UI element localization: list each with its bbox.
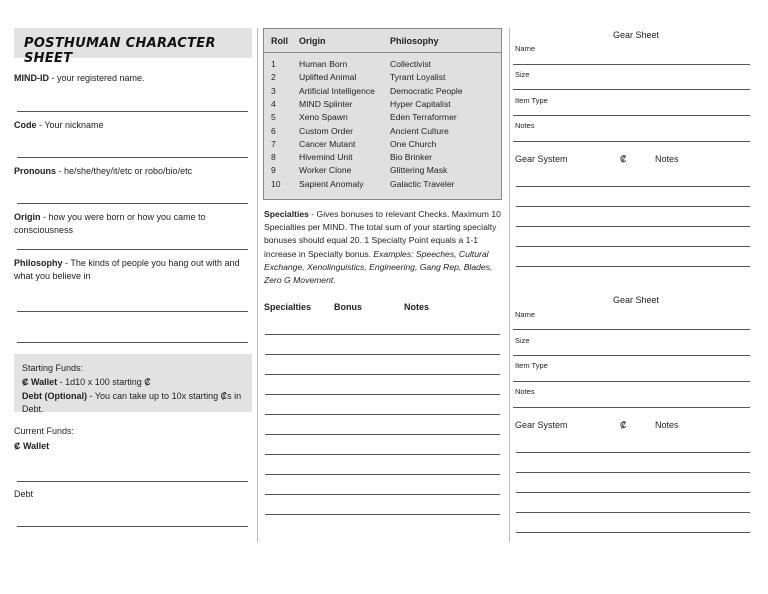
gear-1-credit-header: ₡ xyxy=(620,154,627,164)
origin-cell: Uplifted Animal xyxy=(299,72,357,83)
philosophy-cell: Bio Brinker xyxy=(390,152,433,163)
philosophy-desc: - The kinds of people you hang out with and what you believe in xyxy=(14,258,240,281)
column-divider-right xyxy=(509,28,510,542)
origin-cell: Human Born xyxy=(299,59,348,69)
origin-cell: Cancer Mutant xyxy=(299,138,356,149)
origin-cell: Worker Clone xyxy=(299,165,352,176)
specialty-entry-line[interactable] xyxy=(265,414,500,415)
roll-number: 10 xyxy=(271,178,281,189)
title-banner xyxy=(14,28,252,66)
origin-cell: Xeno Spawn xyxy=(299,112,348,123)
philosophy-header: Philosophy xyxy=(390,36,439,46)
gear-2-name-label: Name xyxy=(515,310,536,319)
roll-number: 8 xyxy=(271,152,276,163)
philosophy-field xyxy=(14,257,250,283)
roll-table-divider xyxy=(264,52,501,53)
gear-1-system-line[interactable] xyxy=(516,186,750,187)
origin-cell: Sapient Anomaly xyxy=(299,178,364,189)
gear-2-size-line[interactable] xyxy=(513,355,750,356)
column-divider-left xyxy=(257,28,258,542)
gear-sheet-2-title: Gear Sheet xyxy=(613,295,660,305)
gear-1-notes-line[interactable] xyxy=(513,141,750,142)
gear-2-notes-header: Notes xyxy=(655,420,679,430)
code-desc: - Your nickname xyxy=(36,120,104,130)
specialties-examples: Examples: Speeches, Cultural Exchange, Xenolinguistics, Engineering, Gang Rep, Blades, Zero G Movement. xyxy=(264,248,493,286)
gear-2-system-line[interactable] xyxy=(516,452,750,453)
origin-header: Origin xyxy=(299,36,326,46)
roll-number: 6 xyxy=(271,125,276,136)
starting-wallet-desc: - 1d10 x 100 starting ₡ xyxy=(57,377,151,387)
gear-1-notes-label: Notes xyxy=(515,121,535,130)
gear-1-system-header: Gear System xyxy=(515,154,568,164)
gear-2-name-line[interactable] xyxy=(513,329,750,330)
gear-2-system-line[interactable] xyxy=(516,492,750,493)
gear-2-type-label: Item Type xyxy=(515,361,548,370)
roll-number: 3 xyxy=(271,85,276,96)
roll-header: Roll xyxy=(271,36,288,46)
specialties-label: Specialties xyxy=(264,209,309,219)
specialty-entry-line[interactable] xyxy=(265,494,500,495)
origin-desc: - how you were born or how you came to consciousness xyxy=(14,212,206,235)
starting-funds-box xyxy=(14,354,252,412)
philosophy-cell: Collectivist xyxy=(390,59,432,69)
starting-wallet-line xyxy=(22,376,151,389)
current-funds-heading: Current Funds: xyxy=(14,426,75,436)
specialty-entry-line[interactable] xyxy=(265,354,500,355)
gear-2-notes-line[interactable] xyxy=(513,407,750,408)
origin-label: Origin xyxy=(14,212,41,222)
specialty-entry-line[interactable] xyxy=(265,394,500,395)
roll-number: 5 xyxy=(271,112,276,123)
origin-cell: Hivemind Unit xyxy=(299,152,353,163)
specialty-entry-line[interactable] xyxy=(265,454,500,455)
specialties-col-header: Specialties xyxy=(264,302,312,312)
philosophy-cell: One Church xyxy=(390,138,437,149)
gear-2-credit-header: ₡ xyxy=(620,420,627,430)
pronouns-desc: - he/she/they/it/etc or robo/bio/etc xyxy=(56,166,193,176)
gear-2-system-line[interactable] xyxy=(516,472,750,473)
philosophy-cell: Tyrant Loyalist xyxy=(390,72,446,83)
starting-debt-desc: - You can take up to 10x starting ₡s in Debt. xyxy=(22,391,242,414)
mind-id-input-line[interactable] xyxy=(17,111,248,112)
pronouns-label: Pronouns xyxy=(14,166,56,176)
debt-label: Debt xyxy=(14,489,34,499)
gear-2-system-line[interactable] xyxy=(516,532,750,533)
philosophy-cell: Democratic People xyxy=(390,85,463,96)
gear-2-system-header: Gear System xyxy=(515,420,568,430)
philosophy-label: Philosophy xyxy=(14,258,63,268)
roll-number: 4 xyxy=(271,98,276,109)
gear-2-type-line[interactable] xyxy=(513,381,750,382)
philosophy-cell: Eden Terraformer xyxy=(390,112,457,123)
specialties-desc: - Gives bonuses to relevant Checks. Maximum 10 Specialties per MIND. The total sum of your starting specialty bonuses should equal 20. 1 Specialty Point equals a 1-1 increase in Specialty bonus. xyxy=(264,209,501,259)
bonus-col-header: Bonus xyxy=(334,302,362,312)
gear-1-type-line[interactable] xyxy=(513,115,750,116)
philosophy-cell: Ancient Culture xyxy=(390,125,449,136)
origin-cell: Custom Order xyxy=(299,125,353,136)
specialty-entry-line[interactable] xyxy=(265,434,500,435)
debt-input-line[interactable] xyxy=(17,526,248,527)
specialty-entry-line[interactable] xyxy=(265,334,500,335)
mind-id-field xyxy=(14,72,250,85)
specialty-entry-line[interactable] xyxy=(265,514,500,515)
roll-number: 1 xyxy=(271,59,276,69)
notes-col-header: Notes xyxy=(404,302,430,312)
philosophy-cell: Hyper Capitalist xyxy=(390,98,451,109)
gear-1-name-label: Name xyxy=(515,44,536,53)
roll-number: 7 xyxy=(271,138,276,149)
current-wallet-label: ₡ Wallet xyxy=(14,441,50,451)
gear-1-system-line[interactable] xyxy=(516,206,750,207)
gear-2-notes-label: Notes xyxy=(515,387,535,396)
gear-1-notes-header: Notes xyxy=(655,154,679,164)
mind-id-desc: - your registered name. xyxy=(49,73,145,83)
origin-input-line[interactable] xyxy=(17,249,248,250)
gear-1-name-line[interactable] xyxy=(513,64,750,65)
gear-sheet-1-title: Gear Sheet xyxy=(613,30,660,40)
wallet-input-line[interactable] xyxy=(17,481,248,482)
philosophy-cell: Galactic Traveler xyxy=(390,178,455,189)
starting-funds-heading: Starting Funds: xyxy=(22,363,84,373)
philosophy-cell: Glittering Mask xyxy=(390,165,448,176)
gear-1-size-label: Size xyxy=(515,70,530,79)
gear-1-system-line[interactable] xyxy=(516,266,750,267)
philosophy-input-line-1[interactable] xyxy=(17,311,248,312)
starting-debt-line xyxy=(22,390,252,416)
gear-1-system-line[interactable] xyxy=(516,246,750,247)
pronouns-input-line[interactable] xyxy=(17,203,248,204)
gear-1-system-line[interactable] xyxy=(516,226,750,227)
pronouns-field xyxy=(14,165,250,178)
specialties-description xyxy=(264,208,502,287)
origin-cell: Artificial Intelligence xyxy=(299,85,375,96)
roll-number: 9 xyxy=(271,165,276,176)
code-input-line[interactable] xyxy=(17,157,248,158)
origin-cell: MIND Splinter xyxy=(299,98,353,109)
mind-id-label: MIND-ID xyxy=(14,73,49,83)
gear-2-system-line[interactable] xyxy=(516,512,750,513)
specialty-entry-line[interactable] xyxy=(265,374,500,375)
origin-field xyxy=(14,211,250,237)
starting-wallet-label: ₡ Wallet xyxy=(22,377,58,387)
roll-number: 2 xyxy=(271,72,276,83)
specialty-entry-line[interactable] xyxy=(265,474,500,475)
roll-table xyxy=(263,28,502,200)
gear-1-type-label: Item Type xyxy=(515,96,548,105)
gear-1-size-line[interactable] xyxy=(513,89,750,90)
gear-2-size-label: Size xyxy=(515,336,530,345)
starting-debt-label: Debt (Optional) xyxy=(22,391,87,401)
philosophy-input-line-2[interactable] xyxy=(17,342,248,343)
page-title: POSTHUMAN CHARACTER SHEET xyxy=(24,36,216,66)
code-field xyxy=(14,119,250,132)
code-label: Code xyxy=(14,120,37,130)
